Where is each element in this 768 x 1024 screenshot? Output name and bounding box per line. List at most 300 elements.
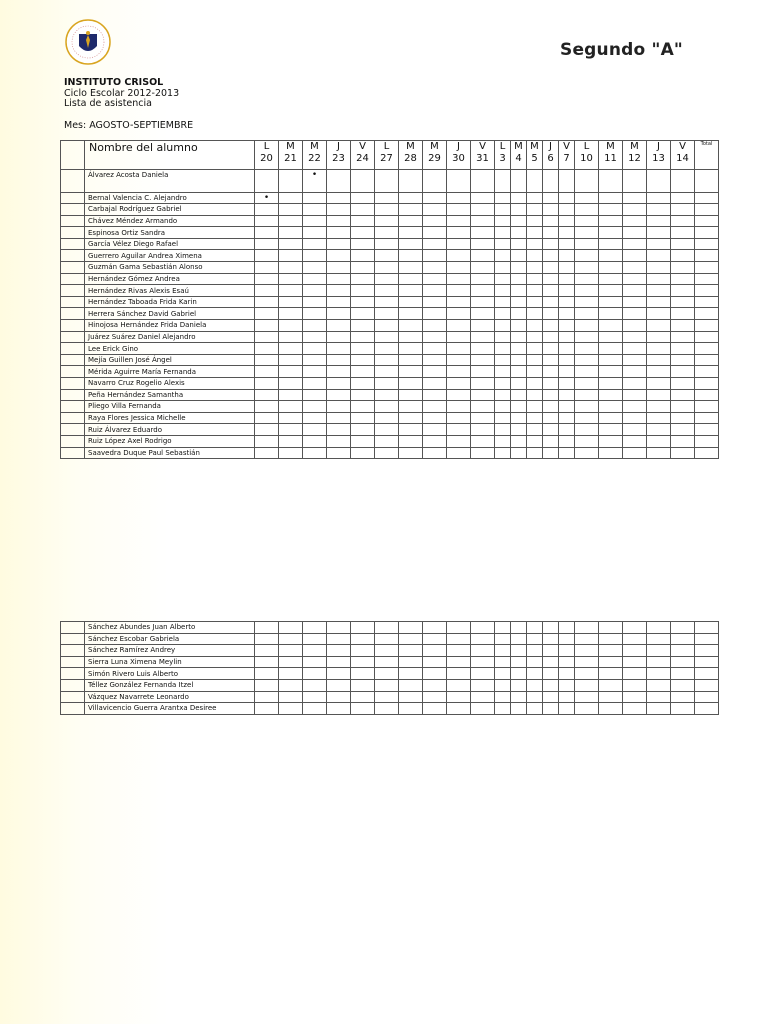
attendance-cell[interactable] xyxy=(279,435,303,447)
attendance-cell[interactable] xyxy=(671,250,695,262)
attendance-cell[interactable] xyxy=(495,366,511,378)
attendance-cell[interactable] xyxy=(351,645,375,657)
attendance-cell[interactable] xyxy=(423,227,447,239)
attendance-cell[interactable] xyxy=(647,343,671,355)
attendance-cell[interactable] xyxy=(471,656,495,668)
attendance-cell[interactable] xyxy=(471,215,495,227)
attendance-cell[interactable] xyxy=(303,703,327,715)
attendance-cell[interactable] xyxy=(559,645,575,657)
attendance-cell[interactable] xyxy=(303,308,327,320)
attendance-cell[interactable] xyxy=(351,262,375,274)
attendance-cell[interactable] xyxy=(511,389,527,401)
attendance-cell[interactable] xyxy=(599,668,623,680)
attendance-cell[interactable] xyxy=(351,656,375,668)
attendance-cell[interactable] xyxy=(559,285,575,297)
attendance-cell[interactable] xyxy=(327,378,351,390)
attendance-cell[interactable] xyxy=(495,262,511,274)
attendance-cell[interactable] xyxy=(255,320,279,332)
attendance-cell[interactable] xyxy=(543,679,559,691)
attendance-cell[interactable] xyxy=(495,424,511,436)
attendance-cell[interactable] xyxy=(399,343,423,355)
attendance-cell[interactable] xyxy=(543,250,559,262)
attendance-cell[interactable] xyxy=(447,645,471,657)
attendance-cell[interactable] xyxy=(599,691,623,703)
attendance-cell[interactable] xyxy=(575,331,599,343)
attendance-cell[interactable] xyxy=(543,238,559,250)
attendance-cell[interactable] xyxy=(511,204,527,216)
attendance-cell[interactable] xyxy=(559,308,575,320)
attendance-cell[interactable] xyxy=(575,679,599,691)
attendance-cell[interactable] xyxy=(279,273,303,285)
attendance-cell[interactable] xyxy=(447,412,471,424)
attendance-cell[interactable] xyxy=(495,668,511,680)
attendance-cell[interactable] xyxy=(671,354,695,366)
attendance-cell[interactable] xyxy=(351,703,375,715)
attendance-cell[interactable] xyxy=(543,622,559,634)
attendance-cell[interactable] xyxy=(327,354,351,366)
attendance-cell[interactable] xyxy=(527,622,543,634)
attendance-cell[interactable] xyxy=(279,320,303,332)
attendance-cell[interactable] xyxy=(351,204,375,216)
attendance-cell[interactable] xyxy=(423,238,447,250)
attendance-cell[interactable] xyxy=(279,378,303,390)
attendance-cell[interactable] xyxy=(527,366,543,378)
attendance-cell[interactable] xyxy=(543,354,559,366)
attendance-cell[interactable] xyxy=(647,227,671,239)
attendance-cell[interactable] xyxy=(303,343,327,355)
attendance-cell[interactable] xyxy=(647,447,671,459)
attendance-cell[interactable] xyxy=(255,424,279,436)
attendance-cell[interactable] xyxy=(575,308,599,320)
attendance-cell[interactable] xyxy=(599,366,623,378)
attendance-cell[interactable] xyxy=(375,320,399,332)
attendance-cell[interactable] xyxy=(255,679,279,691)
attendance-cell[interactable] xyxy=(279,645,303,657)
attendance-cell[interactable] xyxy=(527,668,543,680)
attendance-cell[interactable] xyxy=(527,331,543,343)
attendance-cell[interactable] xyxy=(511,238,527,250)
attendance-cell[interactable] xyxy=(647,296,671,308)
attendance-cell[interactable] xyxy=(647,320,671,332)
attendance-cell[interactable] xyxy=(303,262,327,274)
attendance-cell[interactable] xyxy=(575,192,599,204)
attendance-cell[interactable] xyxy=(471,296,495,308)
attendance-cell[interactable] xyxy=(527,401,543,413)
attendance-cell[interactable] xyxy=(671,262,695,274)
attendance-cell[interactable] xyxy=(647,366,671,378)
attendance-cell[interactable] xyxy=(527,170,543,193)
attendance-cell[interactable] xyxy=(543,447,559,459)
attendance-cell[interactable] xyxy=(527,192,543,204)
attendance-cell[interactable] xyxy=(255,412,279,424)
attendance-cell[interactable] xyxy=(575,645,599,657)
attendance-cell[interactable] xyxy=(647,401,671,413)
attendance-cell[interactable] xyxy=(543,435,559,447)
attendance-cell[interactable] xyxy=(495,412,511,424)
attendance-cell[interactable] xyxy=(447,435,471,447)
attendance-cell[interactable] xyxy=(447,447,471,459)
attendance-cell[interactable] xyxy=(327,285,351,297)
attendance-cell[interactable] xyxy=(471,435,495,447)
attendance-cell[interactable] xyxy=(527,447,543,459)
attendance-cell[interactable] xyxy=(599,331,623,343)
attendance-cell[interactable] xyxy=(255,622,279,634)
attendance-cell[interactable] xyxy=(375,285,399,297)
attendance-cell[interactable] xyxy=(303,366,327,378)
attendance-cell[interactable] xyxy=(495,296,511,308)
attendance-cell[interactable] xyxy=(399,308,423,320)
attendance-cell[interactable] xyxy=(423,204,447,216)
attendance-cell[interactable] xyxy=(279,343,303,355)
attendance-cell[interactable] xyxy=(575,412,599,424)
attendance-cell[interactable] xyxy=(647,238,671,250)
attendance-cell[interactable] xyxy=(303,633,327,645)
attendance-cell[interactable] xyxy=(471,308,495,320)
attendance-cell[interactable] xyxy=(623,354,647,366)
attendance-cell[interactable] xyxy=(671,424,695,436)
attendance-cell[interactable] xyxy=(559,250,575,262)
attendance-cell[interactable] xyxy=(559,679,575,691)
attendance-cell[interactable] xyxy=(303,668,327,680)
attendance-cell[interactable] xyxy=(279,250,303,262)
attendance-cell[interactable] xyxy=(527,285,543,297)
attendance-cell[interactable] xyxy=(671,215,695,227)
attendance-cell[interactable] xyxy=(599,262,623,274)
attendance-cell[interactable] xyxy=(527,412,543,424)
attendance-cell[interactable] xyxy=(327,424,351,436)
attendance-cell[interactable] xyxy=(351,412,375,424)
attendance-cell[interactable] xyxy=(543,378,559,390)
attendance-cell[interactable] xyxy=(495,320,511,332)
attendance-cell[interactable] xyxy=(303,435,327,447)
attendance-cell[interactable] xyxy=(623,703,647,715)
attendance-cell[interactable] xyxy=(623,250,647,262)
attendance-cell[interactable] xyxy=(671,343,695,355)
attendance-cell[interactable] xyxy=(351,320,375,332)
attendance-cell[interactable] xyxy=(447,424,471,436)
attendance-cell[interactable] xyxy=(575,378,599,390)
attendance-cell[interactable] xyxy=(623,238,647,250)
attendance-cell[interactable] xyxy=(327,703,351,715)
attendance-cell[interactable] xyxy=(327,320,351,332)
attendance-cell[interactable] xyxy=(543,308,559,320)
attendance-cell[interactable] xyxy=(399,691,423,703)
attendance-cell[interactable] xyxy=(375,447,399,459)
attendance-cell[interactable] xyxy=(647,679,671,691)
attendance-cell[interactable] xyxy=(543,331,559,343)
attendance-cell[interactable] xyxy=(623,691,647,703)
attendance-cell[interactable] xyxy=(559,401,575,413)
attendance-cell[interactable] xyxy=(351,308,375,320)
attendance-cell[interactable] xyxy=(375,679,399,691)
attendance-cell[interactable] xyxy=(647,250,671,262)
attendance-cell[interactable] xyxy=(423,320,447,332)
attendance-cell[interactable] xyxy=(527,262,543,274)
attendance-cell[interactable] xyxy=(495,679,511,691)
attendance-cell[interactable] xyxy=(543,656,559,668)
attendance-cell[interactable] xyxy=(495,308,511,320)
attendance-cell[interactable] xyxy=(599,656,623,668)
attendance-cell[interactable] xyxy=(303,250,327,262)
attendance-cell[interactable] xyxy=(495,703,511,715)
attendance-cell[interactable] xyxy=(255,378,279,390)
attendance-cell[interactable] xyxy=(495,447,511,459)
attendance-cell[interactable] xyxy=(279,227,303,239)
attendance-cell[interactable] xyxy=(559,389,575,401)
attendance-cell[interactable] xyxy=(375,262,399,274)
attendance-cell[interactable] xyxy=(351,285,375,297)
attendance-cell[interactable] xyxy=(647,192,671,204)
attendance-cell[interactable] xyxy=(471,366,495,378)
attendance-cell[interactable] xyxy=(375,331,399,343)
attendance-cell[interactable] xyxy=(543,703,559,715)
attendance-cell[interactable] xyxy=(647,204,671,216)
attendance-cell[interactable] xyxy=(351,250,375,262)
attendance-cell[interactable] xyxy=(543,273,559,285)
attendance-cell[interactable] xyxy=(447,691,471,703)
attendance-cell[interactable] xyxy=(255,645,279,657)
attendance-cell[interactable] xyxy=(447,343,471,355)
attendance-cell[interactable] xyxy=(375,250,399,262)
attendance-cell[interactable] xyxy=(575,354,599,366)
attendance-cell[interactable] xyxy=(511,308,527,320)
attendance-cell[interactable] xyxy=(399,703,423,715)
attendance-cell[interactable] xyxy=(575,401,599,413)
attendance-cell[interactable] xyxy=(671,170,695,193)
attendance-cell[interactable] xyxy=(559,412,575,424)
attendance-cell[interactable] xyxy=(495,273,511,285)
attendance-cell[interactable] xyxy=(351,435,375,447)
attendance-cell[interactable] xyxy=(255,285,279,297)
attendance-cell[interactable] xyxy=(559,204,575,216)
attendance-cell[interactable] xyxy=(647,691,671,703)
attendance-cell[interactable] xyxy=(471,320,495,332)
attendance-cell[interactable] xyxy=(527,378,543,390)
attendance-cell[interactable] xyxy=(423,435,447,447)
attendance-cell[interactable] xyxy=(279,656,303,668)
attendance-cell[interactable] xyxy=(471,645,495,657)
attendance-cell[interactable] xyxy=(671,238,695,250)
attendance-cell[interactable] xyxy=(327,192,351,204)
attendance-cell[interactable] xyxy=(543,343,559,355)
attendance-cell[interactable] xyxy=(279,354,303,366)
attendance-cell[interactable] xyxy=(447,378,471,390)
attendance-cell[interactable] xyxy=(471,273,495,285)
attendance-cell[interactable] xyxy=(495,227,511,239)
attendance-cell[interactable] xyxy=(279,192,303,204)
attendance-cell[interactable] xyxy=(671,691,695,703)
attendance-cell[interactable] xyxy=(495,215,511,227)
attendance-cell[interactable] xyxy=(399,645,423,657)
attendance-cell[interactable] xyxy=(303,320,327,332)
attendance-cell[interactable] xyxy=(527,250,543,262)
attendance-cell[interactable] xyxy=(423,679,447,691)
attendance-cell[interactable] xyxy=(399,320,423,332)
attendance-cell[interactable] xyxy=(255,656,279,668)
attendance-cell[interactable] xyxy=(471,401,495,413)
attendance-cell[interactable] xyxy=(599,447,623,459)
attendance-cell[interactable] xyxy=(647,285,671,297)
attendance-cell[interactable] xyxy=(623,366,647,378)
attendance-cell[interactable] xyxy=(647,412,671,424)
attendance-cell[interactable] xyxy=(375,296,399,308)
attendance-cell[interactable] xyxy=(671,412,695,424)
attendance-cell[interactable] xyxy=(495,285,511,297)
attendance-cell[interactable] xyxy=(399,192,423,204)
attendance-cell[interactable] xyxy=(543,320,559,332)
attendance-cell[interactable] xyxy=(599,343,623,355)
attendance-cell[interactable] xyxy=(671,285,695,297)
attendance-cell[interactable] xyxy=(559,354,575,366)
attendance-cell[interactable] xyxy=(599,320,623,332)
attendance-cell[interactable] xyxy=(351,622,375,634)
attendance-cell[interactable] xyxy=(671,308,695,320)
attendance-cell[interactable] xyxy=(495,656,511,668)
attendance-cell[interactable] xyxy=(255,215,279,227)
attendance-cell[interactable] xyxy=(511,285,527,297)
attendance-cell[interactable] xyxy=(399,401,423,413)
attendance-cell[interactable] xyxy=(511,645,527,657)
attendance-cell[interactable] xyxy=(399,250,423,262)
attendance-cell[interactable] xyxy=(623,273,647,285)
attendance-cell[interactable] xyxy=(327,250,351,262)
attendance-cell[interactable] xyxy=(279,703,303,715)
attendance-cell[interactable] xyxy=(599,389,623,401)
attendance-cell[interactable] xyxy=(543,412,559,424)
attendance-cell[interactable] xyxy=(255,296,279,308)
attendance-cell[interactable] xyxy=(671,273,695,285)
attendance-cell[interactable] xyxy=(495,435,511,447)
attendance-cell[interactable] xyxy=(671,447,695,459)
attendance-cell[interactable] xyxy=(495,170,511,193)
attendance-cell[interactable] xyxy=(255,703,279,715)
attendance-cell[interactable] xyxy=(543,633,559,645)
attendance-cell[interactable] xyxy=(423,378,447,390)
attendance-cell[interactable] xyxy=(623,262,647,274)
attendance-cell[interactable] xyxy=(559,170,575,193)
attendance-cell[interactable] xyxy=(511,227,527,239)
attendance-cell[interactable] xyxy=(399,389,423,401)
attendance-cell[interactable] xyxy=(351,633,375,645)
attendance-cell[interactable] xyxy=(471,204,495,216)
attendance-cell[interactable] xyxy=(511,170,527,193)
attendance-cell[interactable] xyxy=(375,645,399,657)
attendance-cell[interactable] xyxy=(495,691,511,703)
attendance-cell[interactable] xyxy=(327,668,351,680)
attendance-cell[interactable] xyxy=(511,273,527,285)
attendance-cell[interactable] xyxy=(671,679,695,691)
attendance-cell[interactable] xyxy=(511,250,527,262)
attendance-cell[interactable] xyxy=(527,435,543,447)
attendance-cell[interactable] xyxy=(279,679,303,691)
attendance-cell[interactable] xyxy=(543,366,559,378)
attendance-cell[interactable] xyxy=(527,215,543,227)
attendance-cell[interactable] xyxy=(647,273,671,285)
attendance-cell[interactable] xyxy=(623,668,647,680)
attendance-cell[interactable] xyxy=(279,668,303,680)
attendance-cell[interactable] xyxy=(375,366,399,378)
attendance-cell[interactable] xyxy=(447,296,471,308)
attendance-cell[interactable] xyxy=(447,633,471,645)
attendance-cell[interactable] xyxy=(255,262,279,274)
attendance-cell[interactable] xyxy=(399,633,423,645)
attendance-cell[interactable] xyxy=(511,633,527,645)
attendance-cell[interactable] xyxy=(327,691,351,703)
attendance-cell[interactable] xyxy=(447,389,471,401)
attendance-cell[interactable] xyxy=(511,378,527,390)
attendance-cell[interactable] xyxy=(559,703,575,715)
attendance-cell[interactable] xyxy=(423,250,447,262)
attendance-cell[interactable] xyxy=(351,354,375,366)
attendance-cell[interactable] xyxy=(423,424,447,436)
attendance-cell[interactable] xyxy=(447,308,471,320)
attendance-cell[interactable] xyxy=(623,192,647,204)
attendance-cell[interactable] xyxy=(303,170,327,193)
attendance-cell[interactable] xyxy=(471,331,495,343)
attendance-cell[interactable] xyxy=(447,285,471,297)
attendance-cell[interactable] xyxy=(527,424,543,436)
attendance-cell[interactable] xyxy=(647,703,671,715)
attendance-cell[interactable] xyxy=(399,447,423,459)
attendance-cell[interactable] xyxy=(423,262,447,274)
attendance-cell[interactable] xyxy=(423,354,447,366)
attendance-cell[interactable] xyxy=(471,424,495,436)
attendance-cell[interactable] xyxy=(647,668,671,680)
attendance-cell[interactable] xyxy=(303,238,327,250)
attendance-cell[interactable] xyxy=(599,215,623,227)
attendance-cell[interactable] xyxy=(399,238,423,250)
attendance-cell[interactable] xyxy=(447,238,471,250)
attendance-cell[interactable] xyxy=(279,633,303,645)
attendance-cell[interactable] xyxy=(511,691,527,703)
attendance-cell[interactable] xyxy=(599,250,623,262)
attendance-cell[interactable] xyxy=(351,170,375,193)
attendance-cell[interactable] xyxy=(327,622,351,634)
attendance-cell[interactable] xyxy=(559,435,575,447)
attendance-cell[interactable] xyxy=(471,250,495,262)
attendance-cell[interactable] xyxy=(351,331,375,343)
attendance-cell[interactable] xyxy=(351,424,375,436)
attendance-cell[interactable] xyxy=(599,378,623,390)
attendance-cell[interactable] xyxy=(527,273,543,285)
attendance-cell[interactable] xyxy=(543,691,559,703)
attendance-cell[interactable] xyxy=(375,354,399,366)
attendance-cell[interactable] xyxy=(399,668,423,680)
attendance-cell[interactable] xyxy=(327,656,351,668)
attendance-cell[interactable] xyxy=(375,424,399,436)
attendance-cell[interactable] xyxy=(599,679,623,691)
attendance-cell[interactable] xyxy=(671,703,695,715)
attendance-cell[interactable] xyxy=(575,447,599,459)
attendance-cell[interactable] xyxy=(447,320,471,332)
attendance-cell[interactable] xyxy=(527,691,543,703)
attendance-cell[interactable] xyxy=(471,412,495,424)
attendance-cell[interactable] xyxy=(351,296,375,308)
attendance-cell[interactable] xyxy=(351,389,375,401)
attendance-cell[interactable] xyxy=(327,215,351,227)
attendance-cell[interactable] xyxy=(623,389,647,401)
attendance-cell[interactable] xyxy=(575,668,599,680)
attendance-cell[interactable] xyxy=(623,412,647,424)
attendance-cell[interactable] xyxy=(623,378,647,390)
attendance-cell[interactable] xyxy=(623,622,647,634)
attendance-cell[interactable] xyxy=(623,215,647,227)
attendance-cell[interactable] xyxy=(423,622,447,634)
attendance-cell[interactable] xyxy=(623,656,647,668)
attendance-cell[interactable] xyxy=(623,204,647,216)
attendance-cell[interactable] xyxy=(447,250,471,262)
attendance-cell[interactable] xyxy=(471,679,495,691)
